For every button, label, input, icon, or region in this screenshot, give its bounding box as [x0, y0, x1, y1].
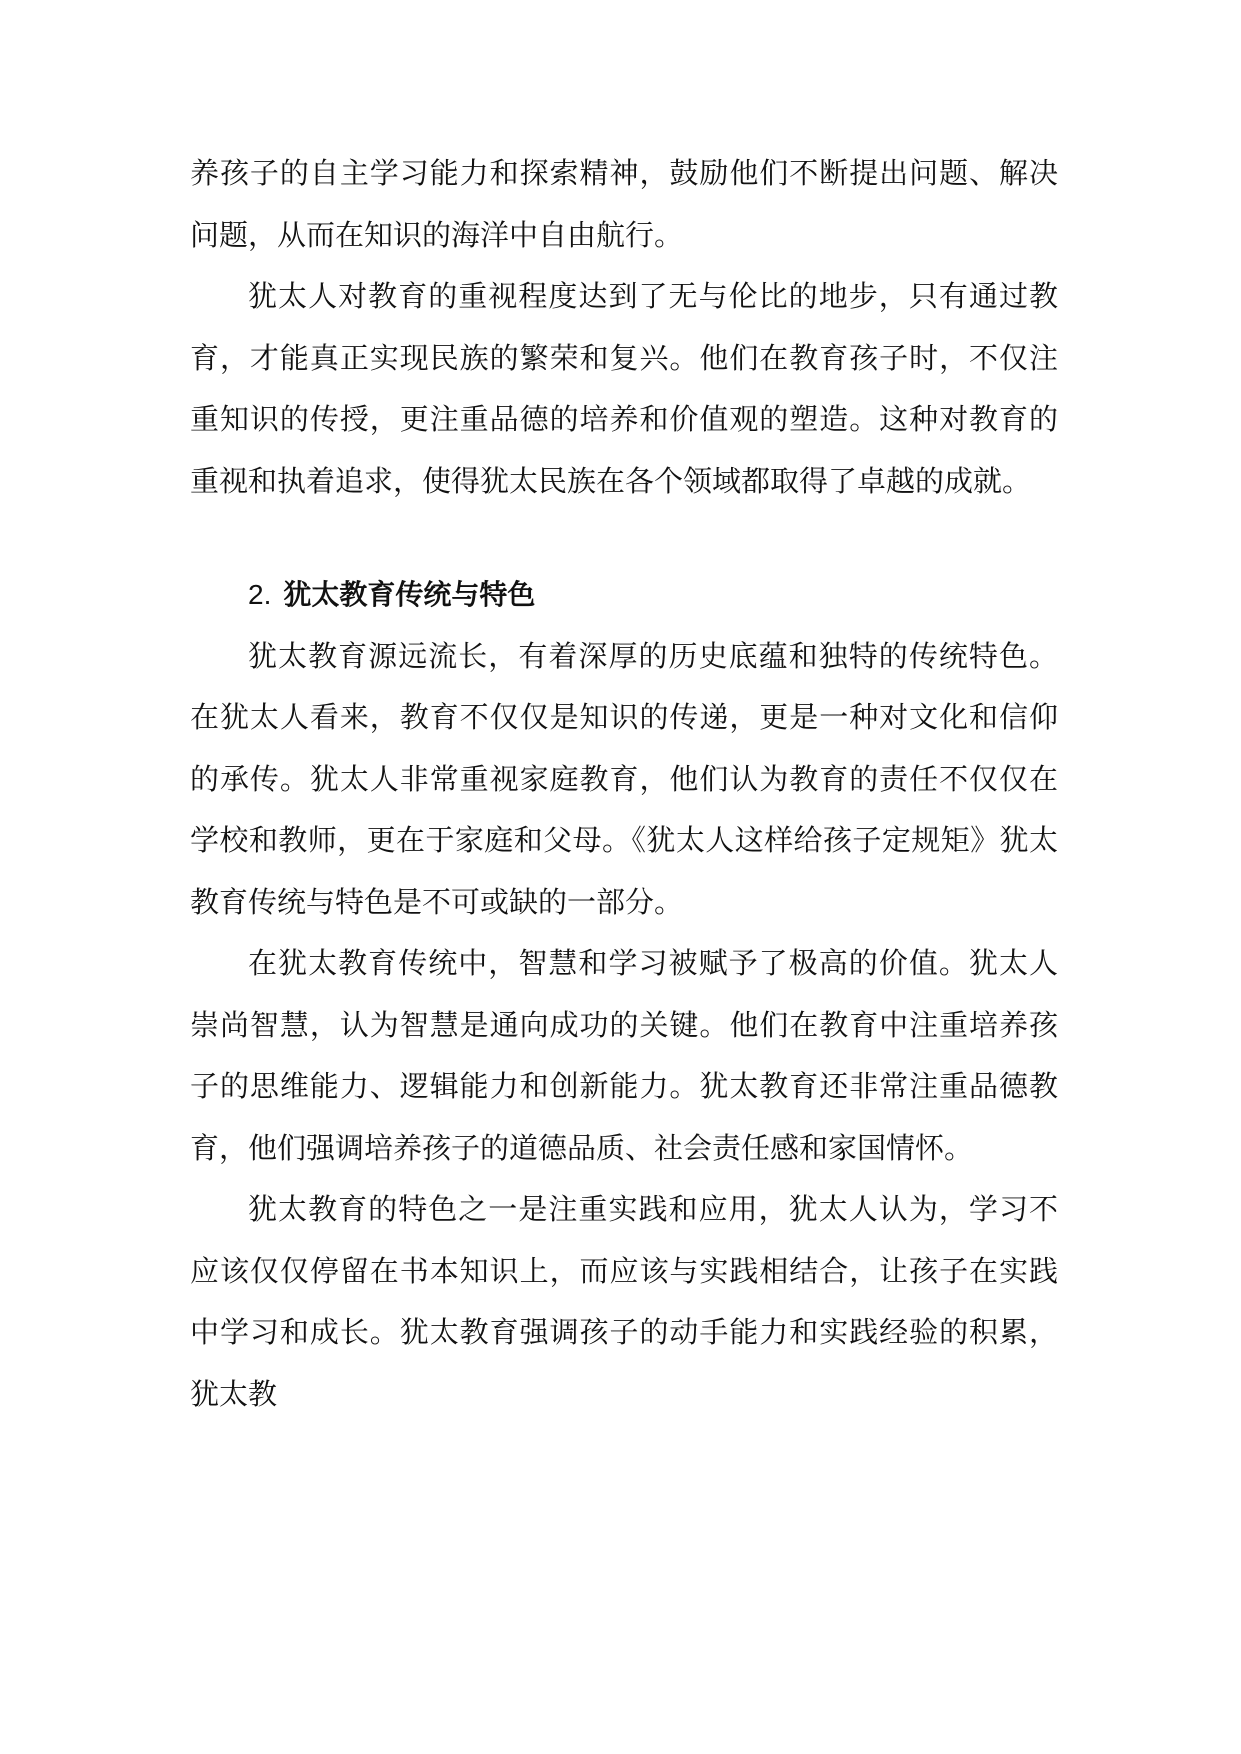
- paragraph: 在犹太教育传统中，智慧和学习被赋予了极高的价值。犹太人崇尚智慧，认为智慧是通向成功的关键。他们在教育中注重培养孩子的思维能力、逻辑能力和创新能力。犹太教育还非常注重品德教育，他们强调培养孩子的道德品质、社会责任感和家国情怀。: [190, 946, 1058, 1165]
- section-title: 犹太教育传统与特色: [283, 578, 536, 611]
- section-number: 2.: [248, 579, 272, 610]
- paragraph: 犹太人对教育的重视程度达到了无与伦比的地步，只有通过教育，才能真正实现民族的繁荣和复兴。他们在教育孩子时，不仅注重知识的传授，更注重品德的培养和价值观的塑造。这种对教育的重视和执着追求，使得犹太民族在各个领域都取得了卓越的成就。: [190, 279, 1058, 498]
- document-body: [190, 143, 1058, 1425]
- paragraph: 犹太教育源远流长，有着深厚的历史底蕴和独特的传统特色。在犹太人看来，教育不仅仅是知识的传递，更是一种对文化和信仰的承传。犹太人非常重视家庭教育，他们认为教育的责任不仅仅在学校和教师，更在于家庭和父母。《犹太人这样给孩子定规矩》犹太教育传统与特色是不可或缺的一部分。: [190, 638, 1058, 919]
- paragraph-continued: 养孩子的自主学习能力和探索精神，鼓励他们不断提出问题、解决问题，从而在知识的海洋中自由航行。: [190, 156, 1058, 252]
- section-heading: [190, 564, 1058, 626]
- paragraph: 犹太教育的特色之一是注重实践和应用，犹太人认为，学习不应该仅仅停留在书本知识上，而应该与实践相结合，让孩子在实践中学习和成长。犹太教育强调孩子的动手能力和实践经验的积累，犹太教: [190, 1192, 1058, 1411]
